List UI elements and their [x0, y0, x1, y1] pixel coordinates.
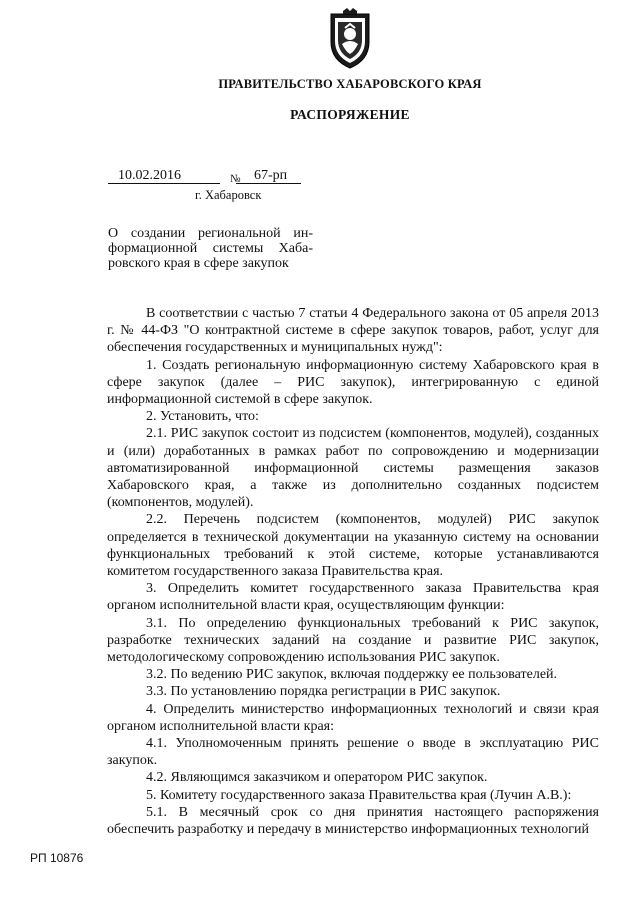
- number-sign: №: [230, 173, 241, 185]
- body-paragraph: 4. Определить министерство информационных технологий и связи края органом исполнительной власти края:: [107, 701, 599, 734]
- document-type-title: РАСПОРЯЖЕНИЕ: [290, 107, 410, 122]
- body-paragraph: 4.2. Являющимся заказчиком и оператором РИС закупок.: [146, 770, 488, 786]
- subject-line: ровского края в сфере закупок: [108, 256, 289, 271]
- body-paragraph: 2.2. Перечень подсистем (компонентов, модулей) РИС закупок определяется в технической документации на указанную систему на основании функциональных требований к этой системе, которые устанавливаются комитетом государственного заказа Правительства края.: [107, 512, 599, 580]
- body-paragraph: 3.3. По установлению порядка регистрации в РИС закупок.: [146, 684, 501, 700]
- subject-line: О создании региональной ин-: [108, 226, 313, 241]
- date-underline: [108, 183, 220, 184]
- body-paragraph: 3. Определить комитет государственного заказа Правительства края органом исполнительной власти края, осуществляющим функции:: [107, 581, 599, 614]
- document-subject: [108, 226, 313, 271]
- registration-code: РП 10876: [30, 851, 84, 865]
- body-paragraph: 5.1. В месячный срок со дня принятия настоящего распоряжения обеспечить разработку и передачу в министерство информационных технологий: [107, 804, 599, 838]
- body-paragraph: 5. Комитету государственного заказа Правительства края (Лучин А.В.):: [146, 787, 572, 803]
- body-paragraph: 2. Установить, что:: [146, 409, 259, 425]
- body-paragraph: 4.1. Уполномоченным принять решение о вводе в эксплуатацию РИС закупок.: [107, 736, 599, 769]
- body-paragraph: 2.1. РИС закупок состоит из подсистем (компонентов, модулей), созданных и (или) доработанных в рамках работ по сопровождению и модернизации автоматизированной информационной системы размещения заказов Хабаровского края, а также из дополнительно созданных подсистем (компонентов, модулей).: [107, 426, 599, 511]
- document-date: 10.02.2016: [118, 168, 181, 183]
- document-number: 67-рп: [254, 168, 288, 183]
- document-city: г. Хабаровск: [195, 188, 262, 202]
- organization-title: ПРАВИТЕЛЬСТВО ХАБАРОВСКОГО КРАЯ: [218, 77, 482, 91]
- body-paragraph: 1. Создать региональную информационную систему Хабаровского края в сфере закупок (далее – РИС закупок), интегрированную с единой информационной системой в сфере закупок.: [107, 357, 599, 408]
- body-paragraph: 3.1. По определению функциональных требований к РИС закупок, разработке технических заданий на создание и развитие РИС закупок, методологическому сопровождению использования РИС закупок.: [107, 615, 599, 666]
- coat-of-arms-emblem-icon: [327, 8, 373, 70]
- document-body: [107, 305, 599, 838]
- number-underline: [236, 183, 301, 184]
- body-paragraph: 3.2. По ведению РИС закупок, включая поддержку ее пользователей.: [146, 667, 558, 683]
- subject-line: формационной системы Хаба-: [108, 241, 313, 256]
- body-paragraph: В соответствии с частью 7 статьи 4 Федерального закона от 05 апреля 2013 г. № 44-ФЗ "О контрактной системе в сфере закупок товаров, работ, услуг для обеспечения государственных и муниципальных нужд":: [107, 306, 599, 356]
